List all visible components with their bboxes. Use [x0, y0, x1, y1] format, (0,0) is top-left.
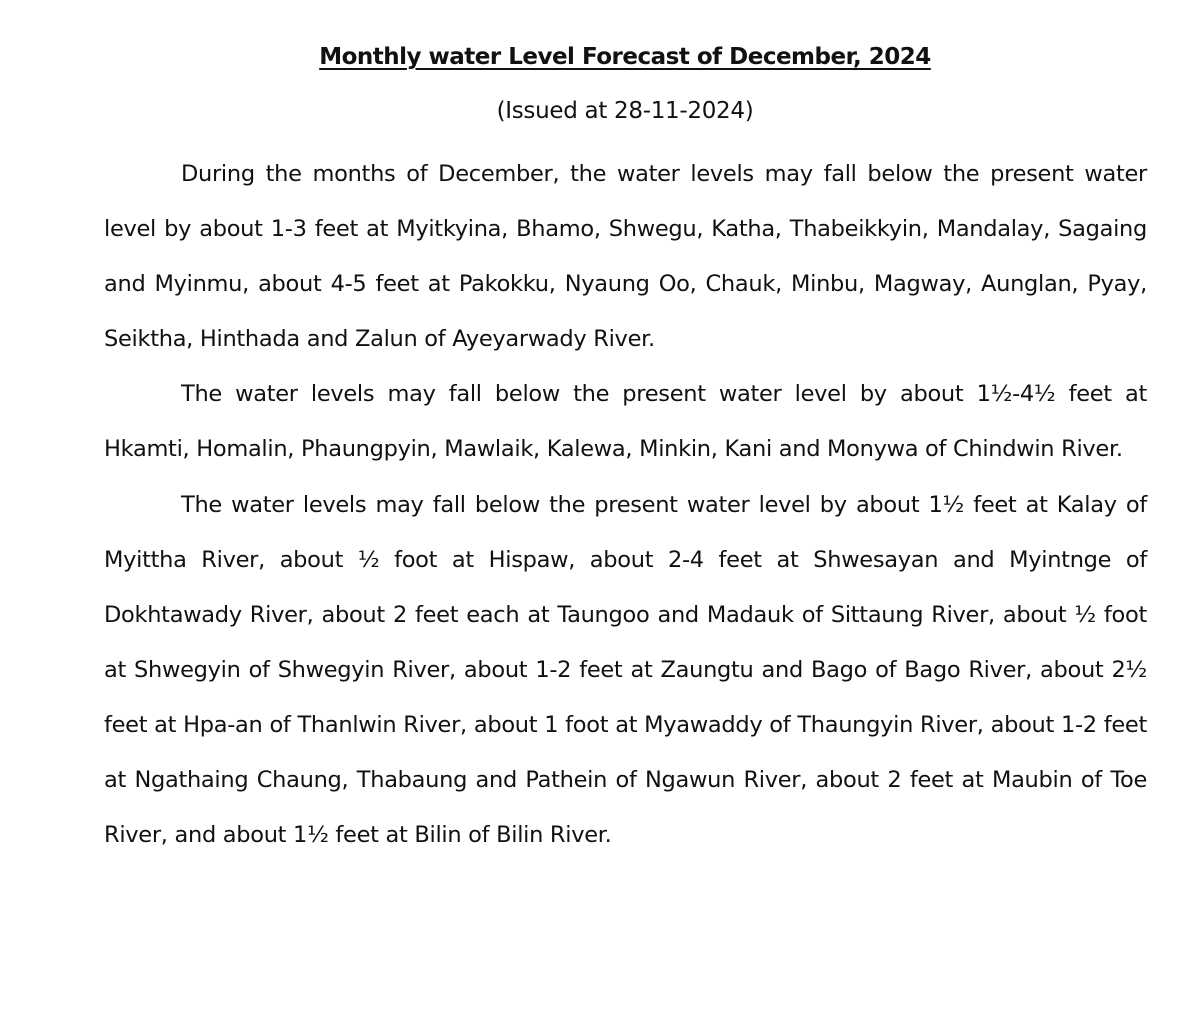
- document-body: [104, 147, 1147, 863]
- paragraph-other-rivers: The water levels may fall below the present water level by about 1½ feet at Kalay of Myittha River, about ½ foot at Hispaw, about 2-4 feet at Shwesayan and Myintnge of Dokhtawady River, about 2 feet each at Taungoo and Madauk of Sittaung River, about ½ foot at Shwegyin of Shwegyin River, about 1-2 feet at Zaungtu and Bago of Bago River, about 2½ feet at Hpa-an of Thanlwin River, about 1 foot at Myawaddy of Thaungyin River, about 1-2 feet at Ngathaing Chaung, Thabaung and Pathein of Ngawun River, about 2 feet at Maubin of Toe River, and about 1½ feet at Bilin of Bilin River.: [104, 491, 1147, 849]
- paragraph-chindwin: The water levels may fall below the present water level by about 1½-4½ feet at Hkamti, Homalin, Phaungpyin, Mawlaik, Kalewa, Minkin, Kani and Monywa of Chindwin River.: [104, 381, 1147, 463]
- paragraph-ayeyarwady: During the months of December, the water levels may fall below the present water level by about 1-3 feet at Myitkyina, Bhamo, Shwegu, Katha, Thabeikkyin, Mandalay, Sagaing and Myinmu, about 4-5 feet at Pakokku, Nyaung Oo, Chauk, Minbu, Magway, Aunglan, Pyay, Seiktha, Hinthada and Zalun of Ayeyarwady River.: [104, 161, 1147, 353]
- issued-date: (Issued at 28-11-2024): [496, 98, 754, 124]
- document-title: Monthly water Level Forecast of December, 2024: [319, 44, 931, 70]
